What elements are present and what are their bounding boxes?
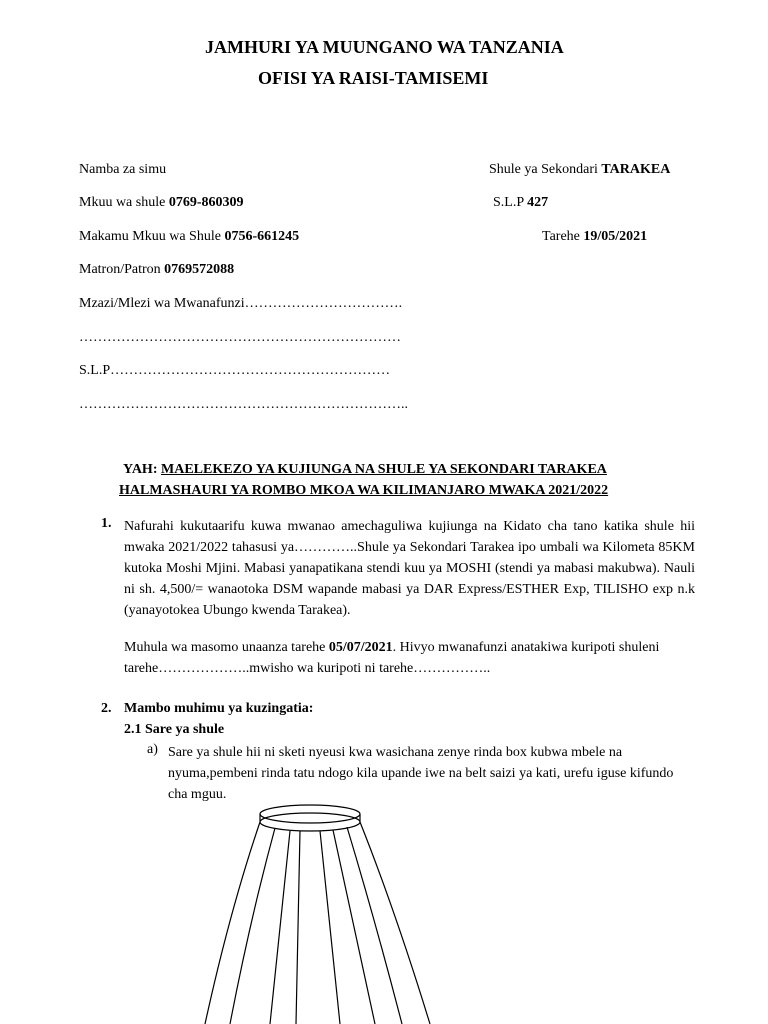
address-dots-line-2: …………………………………………………………….. [79,397,408,412]
subject-prefix: YAH: [123,462,158,477]
deputy-phone: 0756-661245 [224,229,300,244]
deputy-phone-line [79,229,299,245]
section2-subtitle: 2.1 Sare ya shule [124,722,225,737]
item-a-text: Sare ya shule hii ni sketi nyeusi kwa wasichana zenye rinda box kubwa mbele na nyuma,pembeni rinda tatu ndogo kila upande iwe na belt saizi ya kati, urefu iguse kifundo cha mguu. [168,745,674,802]
parent-label: Mzazi/Mlezi wa Mwanafunzi [79,296,245,311]
subject-title-2: HALMASHAURI YA ROMBO MKOA WA KILIMANJARO MWAKA 2021/2022 [119,483,609,498]
date-label: Tarehe [542,229,580,244]
skirt-waistband [260,805,360,823]
skirt-right-edge [360,822,430,1024]
section2-number: 2. [101,701,112,716]
subject-line1 [123,462,607,478]
section1-paragraph: Nafurahi kukutaarifu kuwa mwanao amechaguliwa kujiunga na Kidato cha tano katika shule hii mwaka 2021/2022 tahasusi ya…………..Shule ya Sekondari Tarakea ipo umbali wa Kilometa 85KM kutoka Moshi Mjini. Mabasi yanapatikana stendi kuu ya MOSHI (stendi ya mabasi makubwa). Nauli ni sh. 4,500/= wanaotoka DSM wapande mabasi ya DAR Express/ESTHER Exp, TILISHO exp n.k (yanayotokea Ubungo kwenda Tarakea). [124,519,695,618]
school-name-line [489,162,670,178]
term-date: 05/07/2021 [328,640,393,655]
section2-title: Mambo muhimu ya kuzingatia: [124,701,314,716]
address-po-dots: …………………………………………………… [110,363,391,378]
header-line2: OFISI YA RAISI-TAMISEMI [258,68,489,88]
item-a-label: a) [147,742,158,757]
subject-title-1: MAELEKEZO YA KUJIUNGA NA SHULE YA SEKONDARI TARAKEA [161,462,607,477]
section1-number: 1. [101,516,112,531]
head-phone: 0769-860309 [168,195,244,210]
head-label: Mkuu wa shule [79,195,166,210]
parent-dots: ……………………………. [244,296,403,311]
school-po-label: S.L.P [493,195,524,210]
term-suffix: . Hivyo mwanafunzi anatakiwa kuripoti shuleni tarehe………………..mwisho wa kuripoti ni tarehe…………….. [124,640,660,676]
address-po-line [79,363,390,379]
school-po-line [493,195,548,211]
term-prefix: Muhula wa masomo unaanza tarehe [124,640,326,655]
date-value: 19/05/2021 [583,229,648,244]
parent-line [79,296,402,312]
head-phone-line [79,195,244,211]
matron-label: Matron/Patron [79,262,161,277]
phones-label: Namba za simu [79,162,167,177]
skirt-illustration [190,800,570,1024]
matron-phone: 0769572088 [164,262,235,277]
deputy-label: Makamu Mkuu wa Shule [79,229,221,244]
school-name: TARAKEA [601,162,671,177]
matron-phone-line [79,262,234,278]
date-line [542,229,647,245]
header-line1: JAMHURI YA MUUNGANO WA TANZANIA [205,37,564,57]
section1-term-paragraph [124,637,695,679]
school-name-prefix: Shule ya Sekondari [489,162,598,177]
address-dots-line: …………………………………………………………… [79,330,401,345]
address-po-label: S.L.P [79,363,111,378]
school-po-number: 427 [527,195,549,210]
